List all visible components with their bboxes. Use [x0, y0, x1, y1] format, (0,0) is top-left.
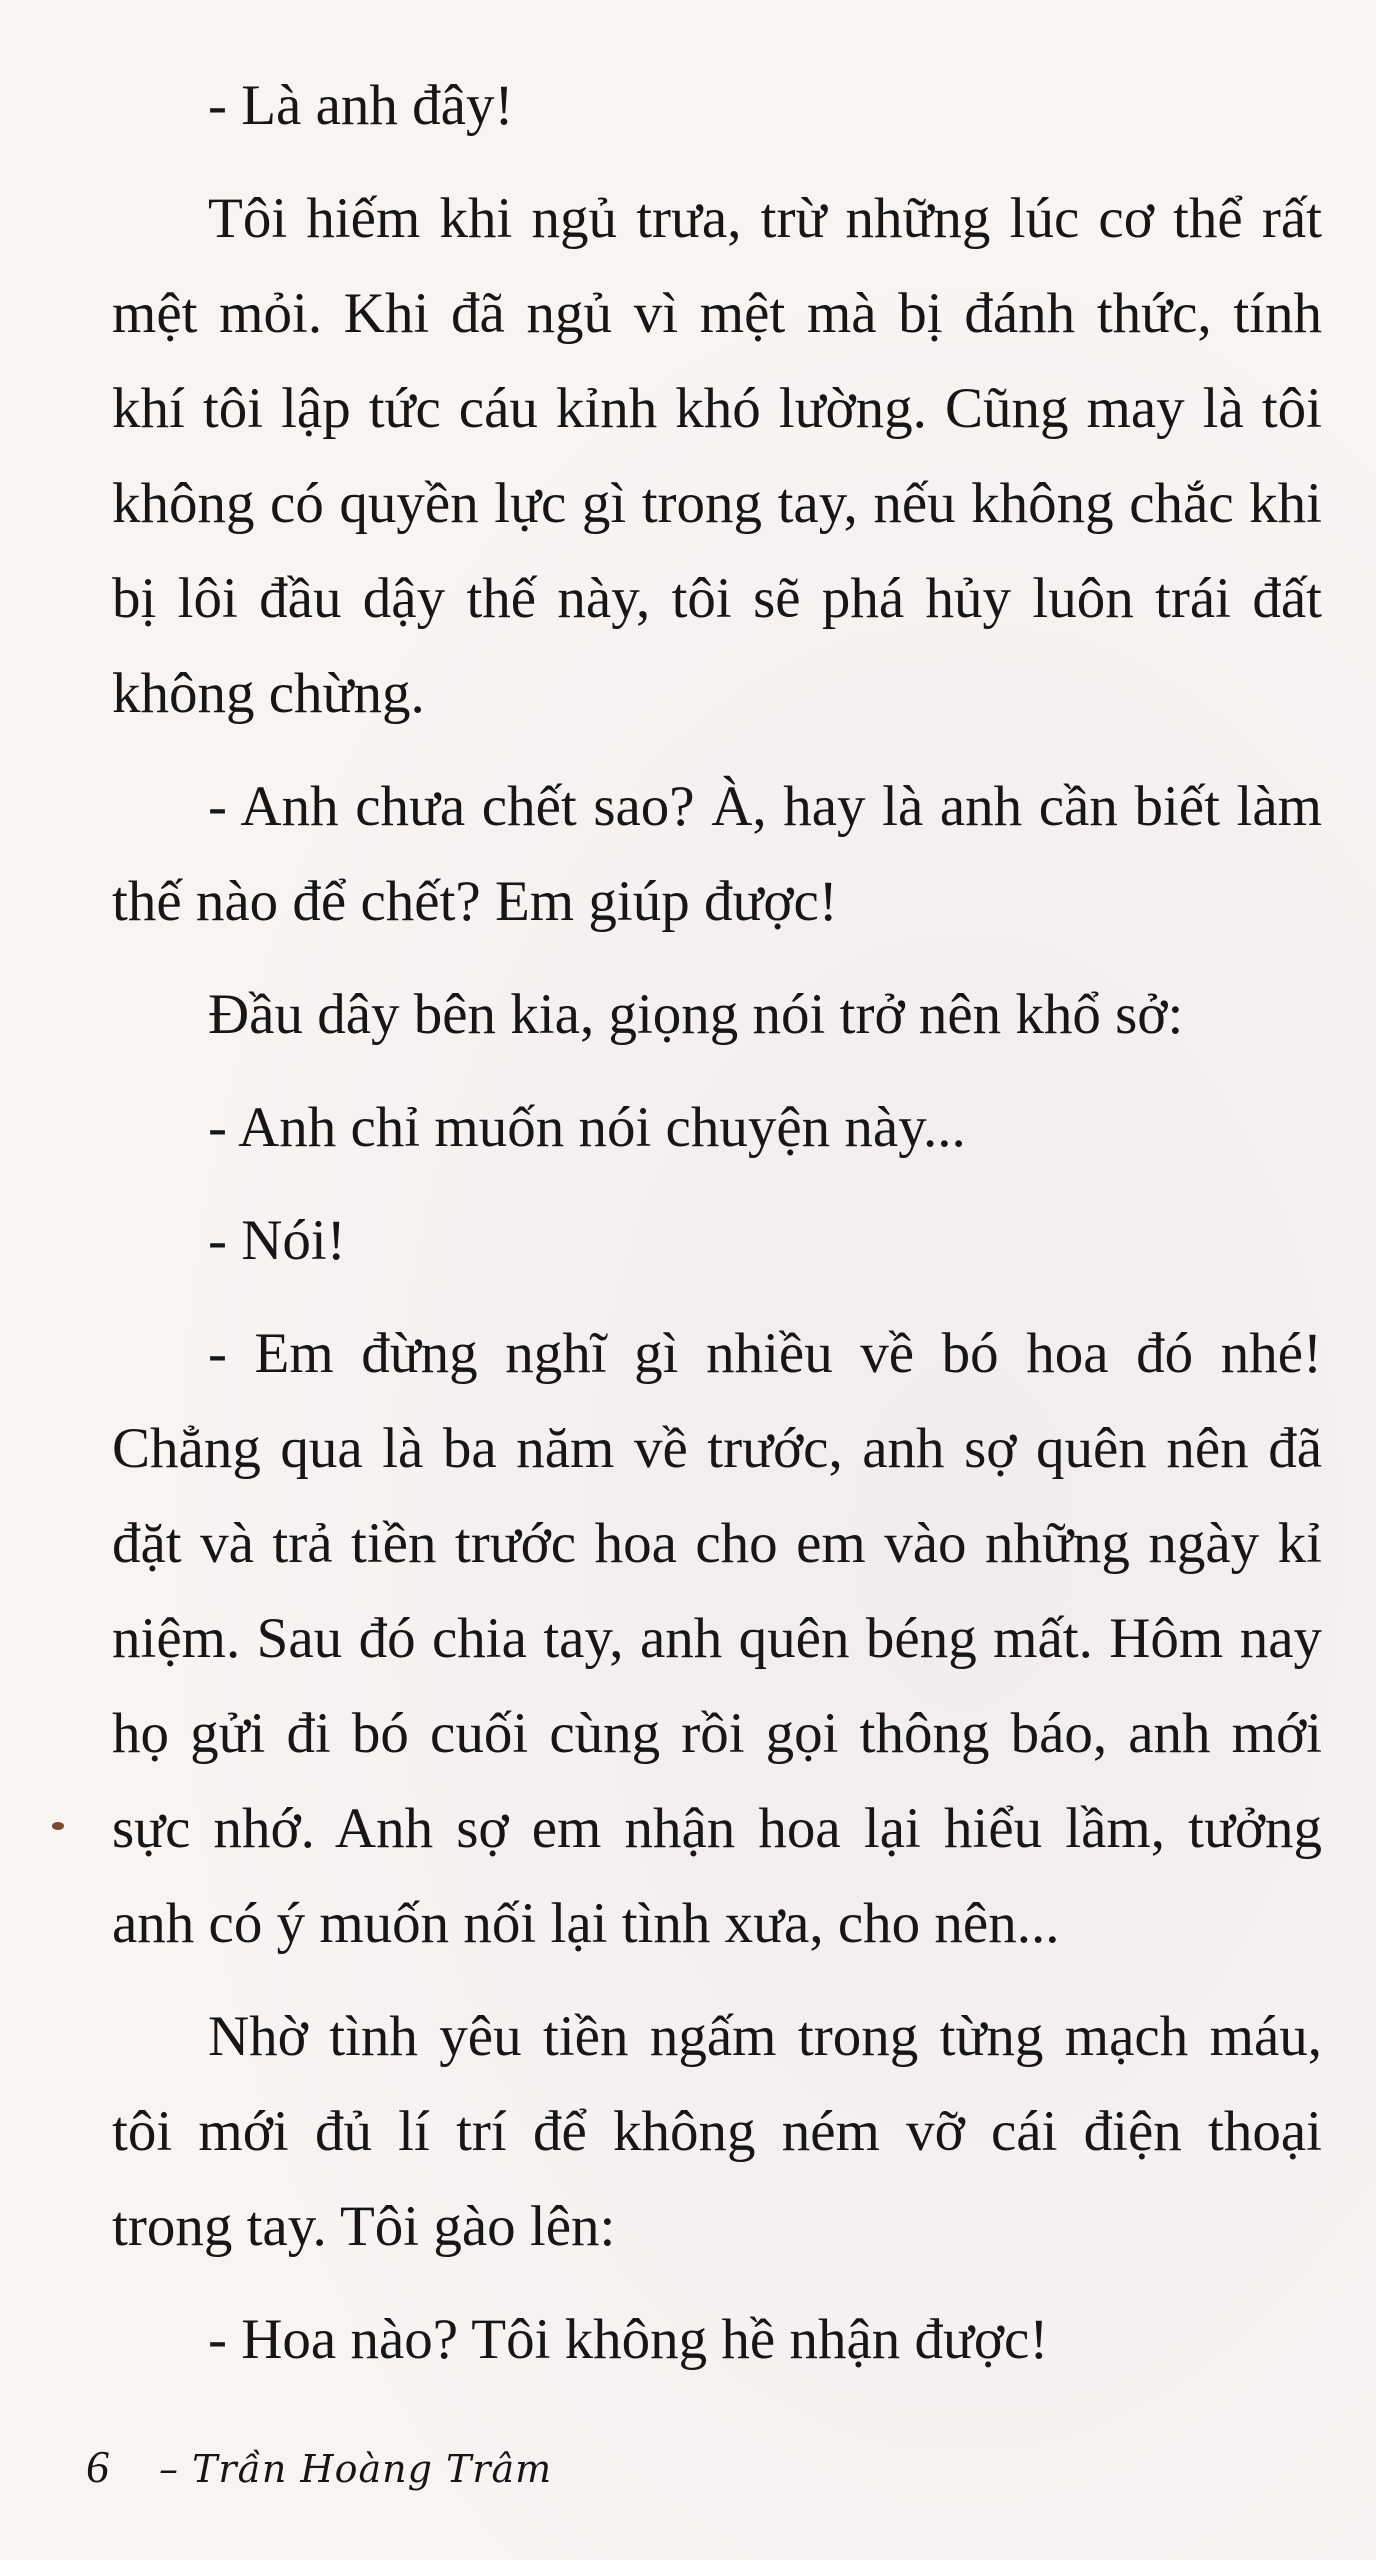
- page-number: 6: [86, 2441, 109, 2492]
- margin-mark: [52, 1822, 64, 1830]
- paragraph-8: Nhờ tình yêu tiền ngấm trong từng mạch máu, tôi mới đủ lí trí để không ném vỡ cái điện thoại trong tay. Tôi gào lên:: [112, 2005, 1322, 2258]
- body-text: [112, 58, 1322, 2387]
- paragraph-5: - Anh chỉ muốn nói chuyện này...: [208, 1096, 966, 1159]
- paragraph-1: - Là anh đây!: [208, 74, 514, 137]
- running-author: – Trần Hoàng Trâm: [159, 2447, 553, 2491]
- paragraph-4: Đầu dây bên kia, giọng nói trở nên khổ sở:: [208, 983, 1184, 1046]
- paragraph-6: - Nói!: [208, 1209, 346, 1272]
- paragraph-9: - Hoa nào? Tôi không hề nhận được!: [208, 2308, 1049, 2371]
- paragraph-3: - Anh chưa chết sao? À, hay là anh cần biết làm thế nào để chết? Em giúp được!: [112, 775, 1322, 933]
- page-footer: [86, 2440, 552, 2500]
- paragraph-2: Tôi hiếm khi ngủ trưa, trừ những lúc cơ thể rất mệt mỏi. Khi đã ngủ vì mệt mà bị đánh thức, tính khí tôi lập tức cáu kỉnh khó lường. Cũng may là tôi không có quyền lực gì trong tay, nếu không chắc khi bị lôi đầu dậy thế này, tôi sẽ phá hủy luôn trái đất không chừng.: [112, 187, 1322, 725]
- paragraph-7: - Em đừng nghĩ gì nhiều về bó hoa đó nhé! Chẳng qua là ba năm về trước, anh sợ quên nên đã đặt và trả tiền trước hoa cho em vào những ngày kỉ niệm. Sau đó chia tay, anh quên béng mất. Hôm nay họ gửi đi bó cuối cùng rồi gọi thông báo, anh mới sực nhớ. Anh sợ em nhận hoa lại hiểu lầm, tưởng anh có ý muốn nối lại tình xưa, cho nên...: [112, 1322, 1322, 1955]
